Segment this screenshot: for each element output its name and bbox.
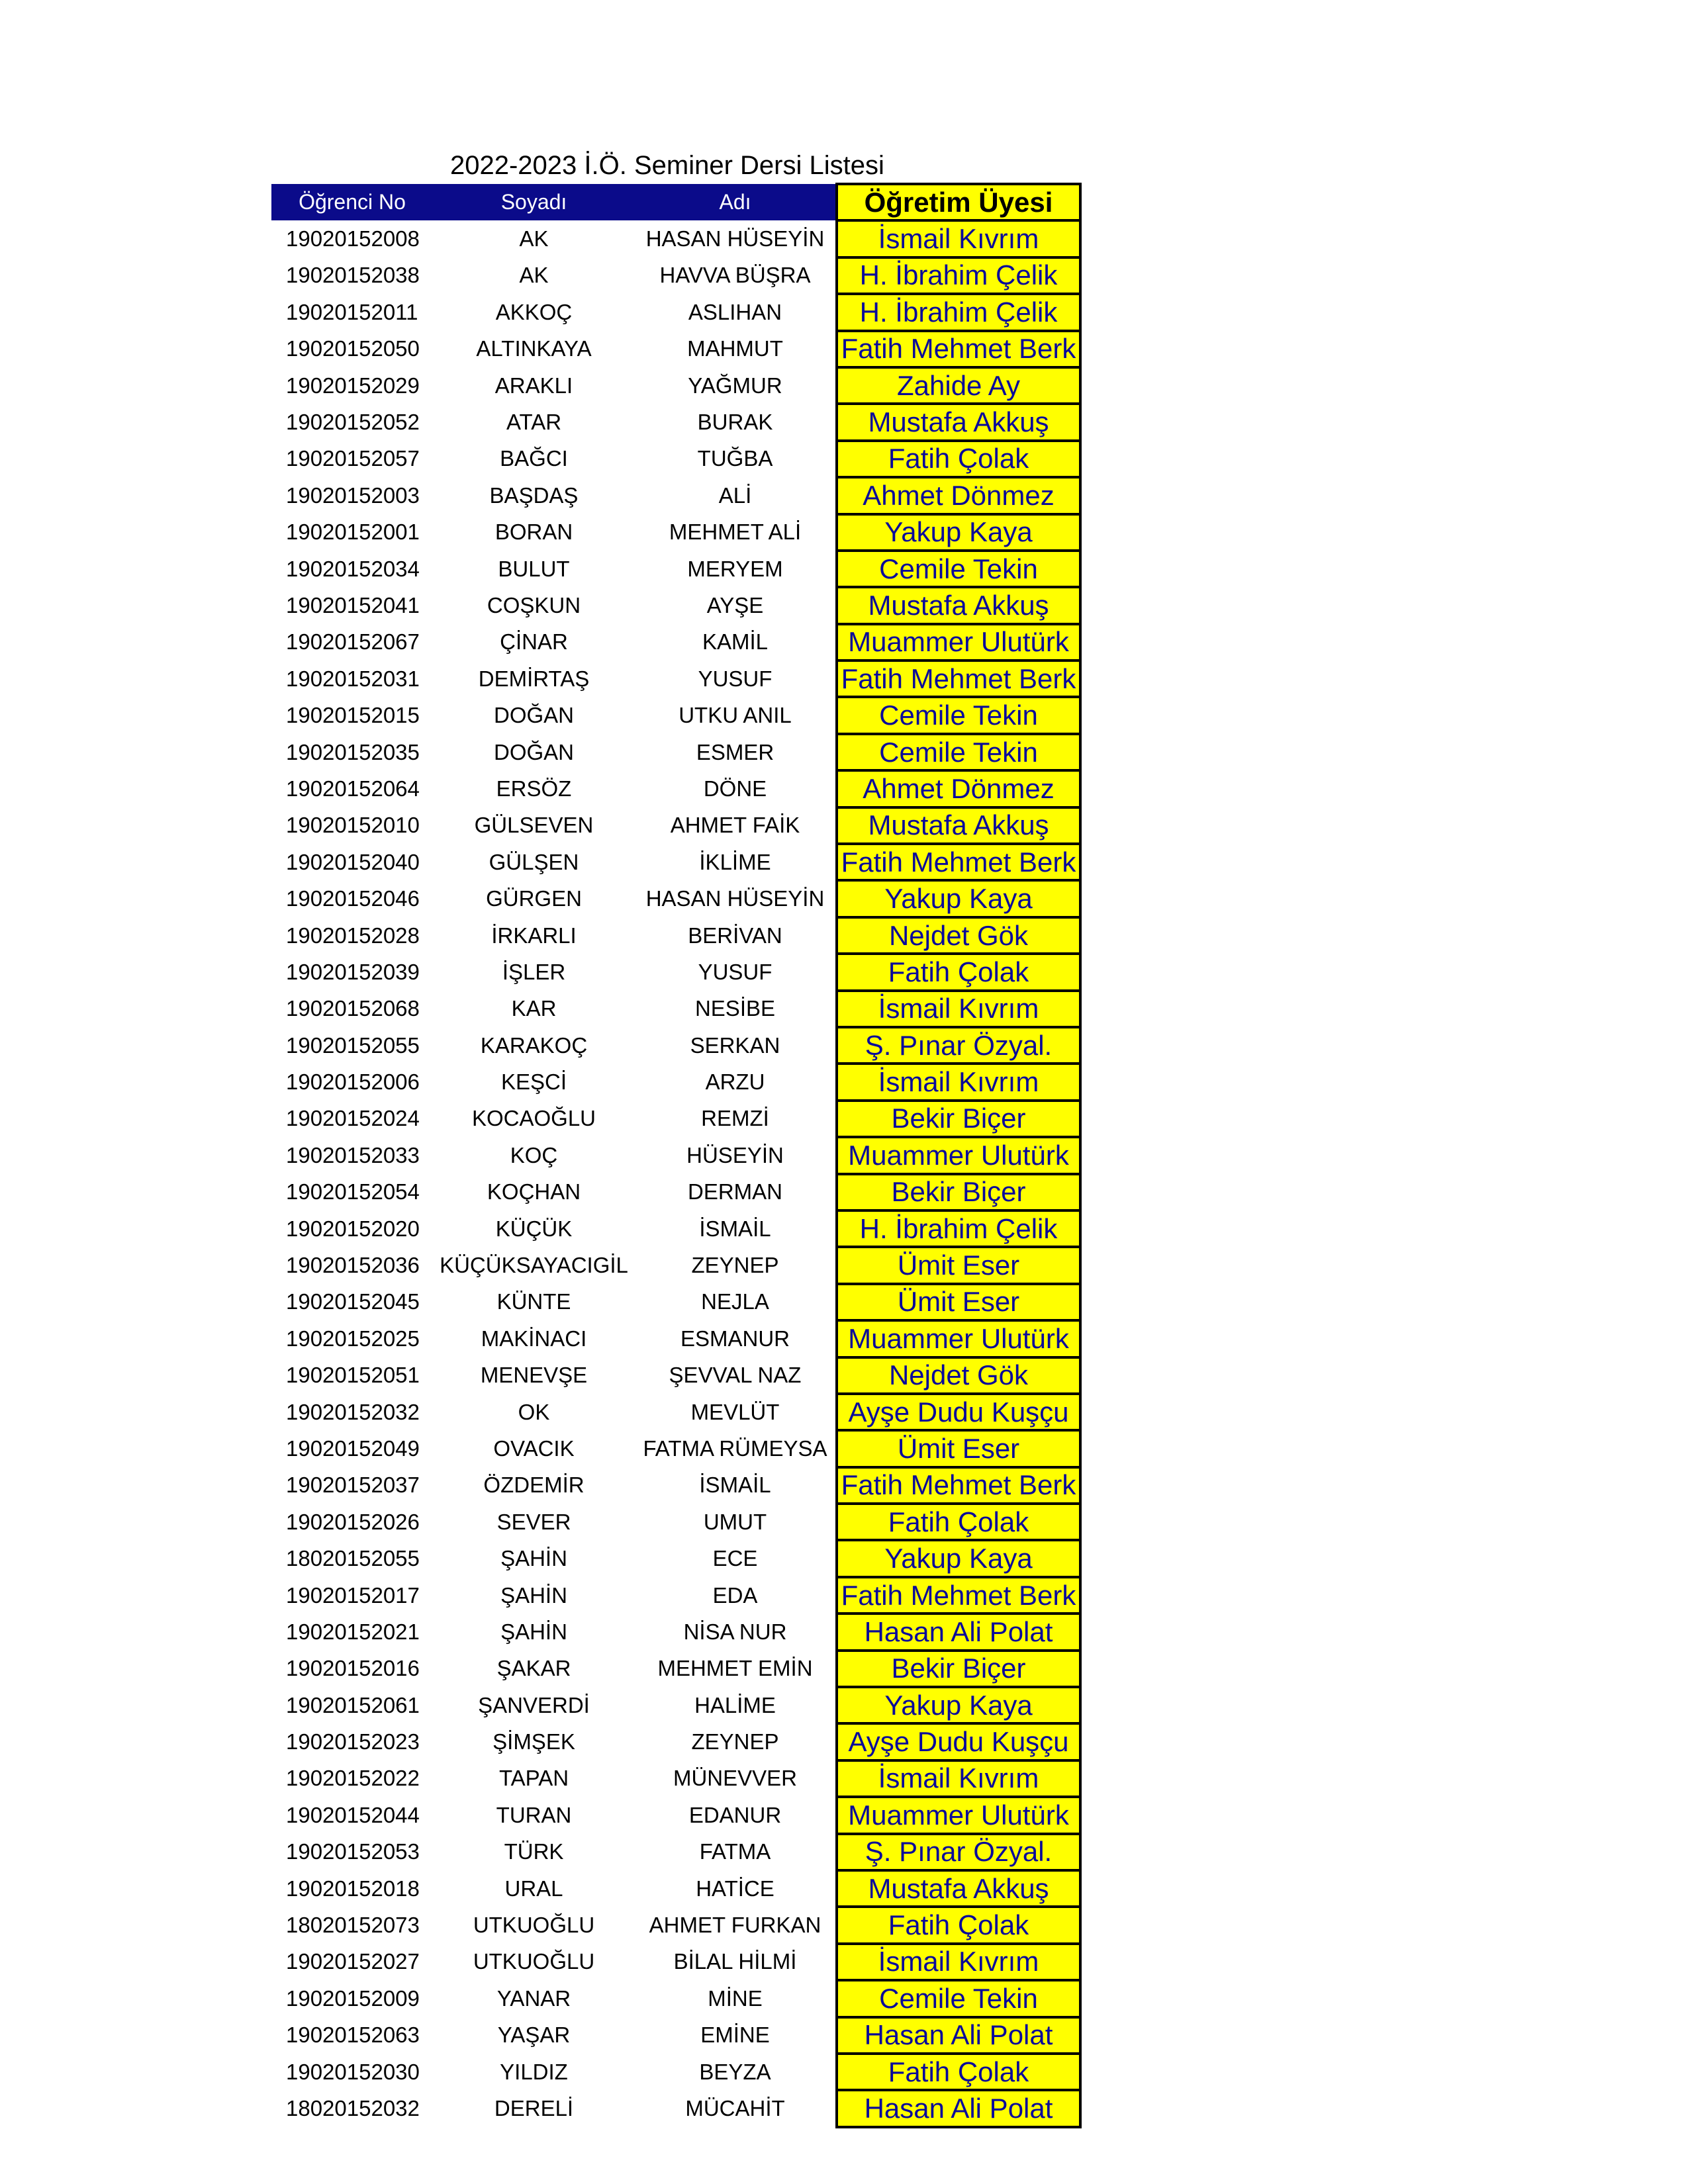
cell-surname: UTKUOĞLU [473, 1949, 595, 1974]
cell-student-no: 19020152031 [286, 666, 420, 691]
table-body [271, 220, 1080, 2126]
cell-name: MEVLÜT [690, 1399, 780, 1424]
table-row [271, 1210, 1080, 1247]
cell-student-no: 19020152068 [286, 996, 420, 1021]
table-row [271, 1101, 1080, 1137]
cell-instructor: Hasan Ali Polat [837, 2090, 1080, 2126]
cell-student-no: 19020152025 [286, 1326, 420, 1351]
table-row [271, 1284, 1080, 1320]
cell-name: MEHMET ALİ [669, 520, 802, 545]
cell-instructor: Ümit Eser [837, 1247, 1080, 1283]
cell-surname: OK [518, 1399, 550, 1424]
cell-surname: YANAR [496, 1985, 571, 2011]
cell-surname: ALTINKAYA [476, 336, 592, 361]
table-row [271, 441, 1080, 477]
table-row [271, 587, 1080, 623]
table-row [271, 1027, 1080, 1064]
cell-instructor: Bekir Biçer [837, 1651, 1080, 1687]
cell-student-no: 19020152054 [286, 1179, 420, 1205]
cell-name: ZEYNEP [691, 1729, 779, 1754]
table-row [271, 697, 1080, 733]
cell-name: NEJLA [701, 1289, 769, 1314]
cell-instructor: Mustafa Akkuş [837, 1870, 1080, 1907]
cell-student-no: 19020152053 [286, 1839, 420, 1864]
cell-name: ASLIHAN [688, 299, 782, 324]
cell-name: FATMA RÜMEYSA [643, 1435, 827, 1461]
cell-instructor: Nejdet Gök [837, 1357, 1080, 1394]
table-row [271, 1137, 1080, 1173]
cell-name: EMİNE [700, 2023, 770, 2048]
cell-instructor: Fatih Çolak [837, 1907, 1080, 1943]
table-row [271, 1577, 1080, 1614]
cell-name: HÜSEYİN [686, 1142, 784, 1167]
cell-surname: ÖZDEMİR [483, 1473, 585, 1498]
seminar-list-table [271, 183, 1082, 2128]
cell-surname: KÜÇÜKSAYACIGİL [440, 1253, 628, 1278]
table-row [271, 807, 1080, 844]
cell-instructor: Cemile Tekin [837, 697, 1080, 733]
cell-instructor: Mustafa Akkuş [837, 587, 1080, 623]
cell-surname: MENEVŞE [480, 1363, 588, 1388]
cell-name: ESMER [696, 739, 774, 764]
cell-instructor: Fatih Çolak [837, 1504, 1080, 1540]
cell-student-no: 19020152028 [286, 923, 420, 948]
table-row [271, 404, 1080, 440]
cell-name: TUĞBA [697, 446, 773, 471]
table-row [271, 660, 1080, 697]
cell-student-no: 19020152011 [286, 299, 418, 324]
cell-student-no: 19020152037 [286, 1473, 420, 1498]
table-row [271, 1174, 1080, 1210]
cell-instructor: Ş. Pınar Özyal. [837, 1027, 1080, 1064]
cell-name: NİSA NUR [683, 1619, 787, 1644]
cell-student-no: 19020152026 [286, 1509, 420, 1534]
cell-name: HASAN HÜSEYİN [645, 226, 825, 251]
cell-instructor: Fatih Çolak [837, 2054, 1080, 2090]
table-row [271, 954, 1080, 990]
cell-name: AHMET FAİK [670, 813, 800, 838]
table-row [271, 1064, 1080, 1100]
cell-student-no: 19020152050 [286, 336, 420, 361]
cell-surname: KOÇ [510, 1142, 558, 1167]
cell-surname: BAŞDAŞ [489, 482, 579, 508]
cell-surname: ŞANVERDİ [478, 1692, 590, 1717]
cell-student-no: 19020152038 [286, 263, 420, 288]
cell-student-no: 18020152032 [286, 2096, 420, 2120]
cell-instructor: Ahmet Dönmez [837, 770, 1080, 807]
cell-surname: AK [519, 263, 549, 288]
cell-student-no: 19020152009 [286, 1985, 420, 2011]
cell-student-no: 19020152018 [286, 1876, 420, 1901]
cell-student-no: 19020152045 [286, 1289, 420, 1314]
cell-name: HASAN HÜSEYİN [645, 886, 825, 911]
table-row [271, 1467, 1080, 1504]
table-row [271, 477, 1080, 514]
cell-surname: SEVER [496, 1509, 571, 1534]
cell-instructor: Fatih Çolak [837, 954, 1080, 990]
cell-name: MEHMET EMİN [657, 1656, 813, 1681]
cell-name: ŞEVVAL NAZ [669, 1363, 802, 1388]
cell-surname: KEŞCİ [500, 1069, 567, 1095]
cell-student-no: 18020152055 [286, 1546, 420, 1571]
cell-instructor: Ayşe Dudu Kuşçu [837, 1394, 1080, 1430]
cell-student-no: 19020152064 [286, 776, 420, 801]
cell-student-no: 19020152015 [286, 703, 420, 728]
cell-name: NESİBE [694, 996, 776, 1021]
header-name: Adı [635, 184, 837, 220]
cell-surname: ŞAHİN [500, 1546, 567, 1571]
table-row [271, 1320, 1080, 1357]
cell-student-no: 19020152029 [286, 373, 420, 398]
cell-name: DERMAN [687, 1179, 782, 1205]
cell-instructor: Yakup Kaya [837, 880, 1080, 917]
table-row [271, 844, 1080, 880]
cell-student-no: 19020152023 [286, 1729, 420, 1754]
cell-instructor: İsmail Kıvrım [837, 1760, 1080, 1797]
table-row [271, 2017, 1080, 2054]
cell-surname: KAR [511, 996, 557, 1021]
cell-instructor: H. İbrahim Çelik [837, 257, 1080, 294]
cell-instructor: Fatih Mehmet Berk [837, 660, 1080, 697]
cell-instructor: Nejdet Gök [837, 917, 1080, 954]
cell-student-no: 19020152040 [286, 849, 420, 874]
table-row [271, 1944, 1080, 1980]
cell-instructor: Yakup Kaya [837, 514, 1080, 551]
cell-student-no: 19020152016 [286, 1656, 420, 1681]
cell-surname: DEMİRTAŞ [478, 666, 590, 691]
table-row [271, 1870, 1080, 1907]
cell-instructor: Fatih Mehmet Berk [837, 844, 1080, 880]
header-student-no: Öğrenci No [271, 184, 433, 220]
cell-surname: KOCAOĞLU [471, 1106, 596, 1131]
table-row [271, 367, 1080, 404]
cell-name: BERİVAN [688, 923, 782, 948]
cell-name: EDANUR [688, 1802, 782, 1827]
cell-name: MÜNEVVER [673, 1766, 798, 1791]
cell-name: MİNE [708, 1985, 763, 2011]
table-row [271, 1797, 1080, 1833]
cell-instructor: Cemile Tekin [837, 551, 1080, 587]
cell-surname: BULUT [498, 556, 570, 581]
cell-name: YAĞMUR [688, 373, 782, 398]
page-title: 2022-2023 İ.Ö. Seminer Dersi Listesi [450, 151, 884, 180]
table-row [271, 770, 1080, 807]
table-row [271, 917, 1080, 954]
cell-name: BİLAL HİLMİ [673, 1949, 797, 1974]
cell-student-no: 19020152003 [286, 482, 420, 508]
cell-student-no: 19020152036 [286, 1253, 420, 1278]
header-instructor: Öğretim Üyesi [837, 184, 1080, 220]
cell-student-no: 19020152049 [286, 1435, 420, 1461]
cell-surname: YILDIZ [500, 2059, 568, 2084]
cell-instructor: Yakup Kaya [837, 1687, 1080, 1723]
table-row [271, 1907, 1080, 1943]
table-row [271, 1614, 1080, 1650]
cell-name: HAVVA BÜŞRA [659, 263, 811, 288]
table-row [271, 1834, 1080, 1870]
cell-name: ESMANUR [680, 1326, 790, 1351]
cell-name: UMUT [703, 1509, 767, 1534]
cell-name: İSMAİL [699, 1216, 771, 1241]
table-row [271, 1651, 1080, 1687]
cell-surname: KÜÇÜK [495, 1216, 573, 1241]
cell-surname: GÜRGEN [486, 886, 582, 911]
cell-instructor: Ayşe Dudu Kuşçu [837, 1723, 1080, 1760]
cell-student-no: 19020152001 [286, 520, 420, 545]
cell-student-no: 19020152061 [286, 1692, 420, 1717]
cell-surname: ÇİNAR [500, 629, 568, 655]
cell-surname: DOĞAN [493, 703, 574, 728]
cell-name: ECE [712, 1546, 758, 1571]
cell-instructor: Muammer Ulutürk [837, 1320, 1080, 1357]
cell-name: ARZU [705, 1069, 765, 1095]
cell-instructor: Muammer Ulutürk [837, 1797, 1080, 1833]
cell-instructor: H. İbrahim Çelik [837, 294, 1080, 330]
cell-name: EDA [712, 1582, 758, 1608]
table-row [271, 294, 1080, 330]
cell-surname: KARAKOÇ [480, 1032, 588, 1058]
cell-instructor: H. İbrahim Çelik [837, 1210, 1080, 1247]
cell-instructor: Ümit Eser [837, 1284, 1080, 1320]
cell-student-no: 19020152017 [286, 1582, 420, 1608]
cell-surname: COŞKUN [487, 592, 581, 617]
cell-surname: YAŞAR [497, 2023, 571, 2048]
cell-student-no: 19020152034 [286, 556, 420, 581]
cell-instructor: Ş. Pınar Özyal. [837, 1834, 1080, 1870]
cell-name: MÜCAHİT [685, 2096, 785, 2120]
cell-name: SERKAN [690, 1032, 780, 1058]
cell-student-no: 19020152039 [286, 959, 420, 984]
cell-student-no: 19020152035 [286, 739, 420, 764]
cell-student-no: 19020152022 [286, 1766, 420, 1791]
cell-surname: BORAN [494, 520, 573, 545]
cell-surname: GÜLŞEN [489, 849, 579, 874]
cell-instructor: Hasan Ali Polat [837, 1614, 1080, 1650]
table-row [271, 1504, 1080, 1540]
cell-name: MERYEM [687, 556, 783, 581]
cell-surname: TAPAN [498, 1766, 569, 1791]
cell-instructor: İsmail Kıvrım [837, 991, 1080, 1027]
cell-instructor: Fatih Mehmet Berk [837, 331, 1080, 367]
cell-surname: KÜNTE [496, 1289, 571, 1314]
cell-name: İSMAİL [699, 1473, 771, 1498]
cell-student-no: 19020152046 [286, 886, 420, 911]
cell-student-no: 18020152073 [286, 1913, 420, 1938]
cell-student-no: 19020152032 [286, 1399, 420, 1424]
cell-instructor: Ümit Eser [837, 1430, 1080, 1467]
cell-surname: GÜLSEVEN [474, 813, 594, 838]
cell-instructor: Cemile Tekin [837, 1980, 1080, 2017]
cell-instructor: Mustafa Akkuş [837, 404, 1080, 440]
table-row [271, 551, 1080, 587]
table-row [271, 624, 1080, 660]
cell-name: DÖNE [703, 776, 767, 801]
cell-name: KAMİL [702, 629, 769, 655]
cell-name: UTKU ANIL [679, 703, 792, 728]
cell-student-no: 19020152063 [286, 2023, 420, 2048]
cell-instructor: Muammer Ulutürk [837, 1137, 1080, 1173]
table-row [271, 1540, 1080, 1576]
cell-student-no: 19020152057 [286, 446, 420, 471]
cell-instructor: Ahmet Dönmez [837, 477, 1080, 514]
cell-name: REMZİ [701, 1106, 769, 1131]
header-surname: Soyadı [433, 184, 635, 220]
cell-student-no: 19020152010 [286, 813, 420, 838]
table-header-row [271, 184, 1080, 220]
cell-student-no: 19020152020 [286, 1216, 420, 1241]
cell-surname: TÜRK [504, 1839, 564, 1864]
cell-student-no: 19020152041 [286, 592, 420, 617]
cell-student-no: 19020152033 [286, 1142, 420, 1167]
cell-name: YUSUF [698, 959, 773, 984]
cell-surname: TURAN [496, 1802, 572, 1827]
table-row [271, 1980, 1080, 2017]
table-row [271, 1357, 1080, 1394]
cell-surname: ŞİMŞEK [492, 1729, 575, 1754]
table-row [271, 1394, 1080, 1430]
table-row [271, 734, 1080, 770]
cell-student-no: 19020152055 [286, 1032, 420, 1058]
cell-instructor: İsmail Kıvrım [837, 1944, 1080, 1980]
cell-surname: ARAKLI [494, 373, 573, 398]
cell-student-no: 19020152027 [286, 1949, 420, 1974]
table-row [271, 1760, 1080, 1797]
cell-instructor: Fatih Mehmet Berk [837, 1467, 1080, 1504]
cell-name: HATİCE [696, 1876, 774, 1901]
table-row [271, 331, 1080, 367]
cell-name: ZEYNEP [691, 1253, 779, 1278]
table-row [271, 2054, 1080, 2090]
cell-student-no: 19020152052 [286, 410, 420, 435]
cell-instructor: Zahide Ay [837, 367, 1080, 404]
cell-student-no: 19020152006 [286, 1069, 420, 1095]
cell-surname: DOĞAN [493, 739, 574, 764]
cell-instructor: Mustafa Akkuş [837, 807, 1080, 844]
cell-name: AHMET FURKAN [649, 1913, 821, 1938]
cell-surname: ERSÖZ [496, 776, 572, 801]
cell-student-no: 19020152044 [286, 1802, 420, 1827]
cell-instructor: İsmail Kıvrım [837, 1064, 1080, 1100]
cell-surname: İRKARLI [491, 923, 577, 948]
cell-student-no: 19020152008 [286, 226, 420, 251]
cell-student-no: 19020152051 [286, 1363, 420, 1388]
cell-student-no: 19020152024 [286, 1106, 420, 1131]
cell-name: İKLİME [699, 849, 771, 874]
table-row [271, 1247, 1080, 1283]
cell-name: HALİME [694, 1692, 776, 1717]
cell-surname: ŞAKAR [496, 1656, 571, 1681]
table-row [271, 2090, 1080, 2126]
cell-instructor: Yakup Kaya [837, 1540, 1080, 1576]
cell-instructor: İsmail Kıvrım [837, 220, 1080, 257]
table-row [271, 1723, 1080, 1760]
cell-instructor: Fatih Mehmet Berk [837, 1577, 1080, 1614]
cell-surname: UTKUOĞLU [473, 1913, 595, 1938]
cell-name: AYŞE [706, 592, 764, 617]
cell-surname: URAL [504, 1876, 563, 1901]
cell-surname: AK [519, 226, 549, 251]
table-row [271, 880, 1080, 917]
cell-student-no: 19020152030 [286, 2059, 420, 2084]
cell-instructor: Hasan Ali Polat [837, 2017, 1080, 2054]
cell-surname: MAKİNACI [481, 1326, 587, 1351]
cell-name: MAHMUT [687, 336, 783, 361]
table-row [271, 257, 1080, 294]
cell-surname: İŞLER [502, 959, 566, 984]
cell-instructor: Cemile Tekin [837, 734, 1080, 770]
cell-instructor: Muammer Ulutürk [837, 624, 1080, 660]
cell-instructor: Bekir Biçer [837, 1174, 1080, 1210]
cell-surname: ŞAHİN [500, 1619, 567, 1644]
table-row [271, 1430, 1080, 1467]
cell-name: YUSUF [698, 666, 773, 691]
table-row [271, 514, 1080, 551]
cell-surname: ATAR [506, 410, 562, 435]
table-row [271, 1687, 1080, 1723]
cell-name: ALİ [718, 482, 752, 508]
cell-surname: KOÇHAN [487, 1179, 581, 1205]
cell-instructor: Bekir Biçer [837, 1101, 1080, 1137]
cell-name: BEYZA [699, 2059, 771, 2084]
cell-instructor: Fatih Çolak [837, 441, 1080, 477]
cell-name: FATMA [699, 1839, 771, 1864]
cell-surname: ŞAHİN [500, 1582, 567, 1608]
table-row [271, 220, 1080, 257]
cell-student-no: 19020152067 [286, 629, 420, 655]
cell-name: BURAK [697, 410, 773, 435]
cell-surname: BAĞCI [500, 446, 568, 471]
cell-surname: OVACIK [493, 1435, 575, 1461]
cell-student-no: 19020152021 [286, 1619, 420, 1644]
table-row [271, 991, 1080, 1027]
cell-surname: AKKOÇ [495, 299, 573, 324]
cell-surname: DERELİ [494, 2096, 574, 2120]
